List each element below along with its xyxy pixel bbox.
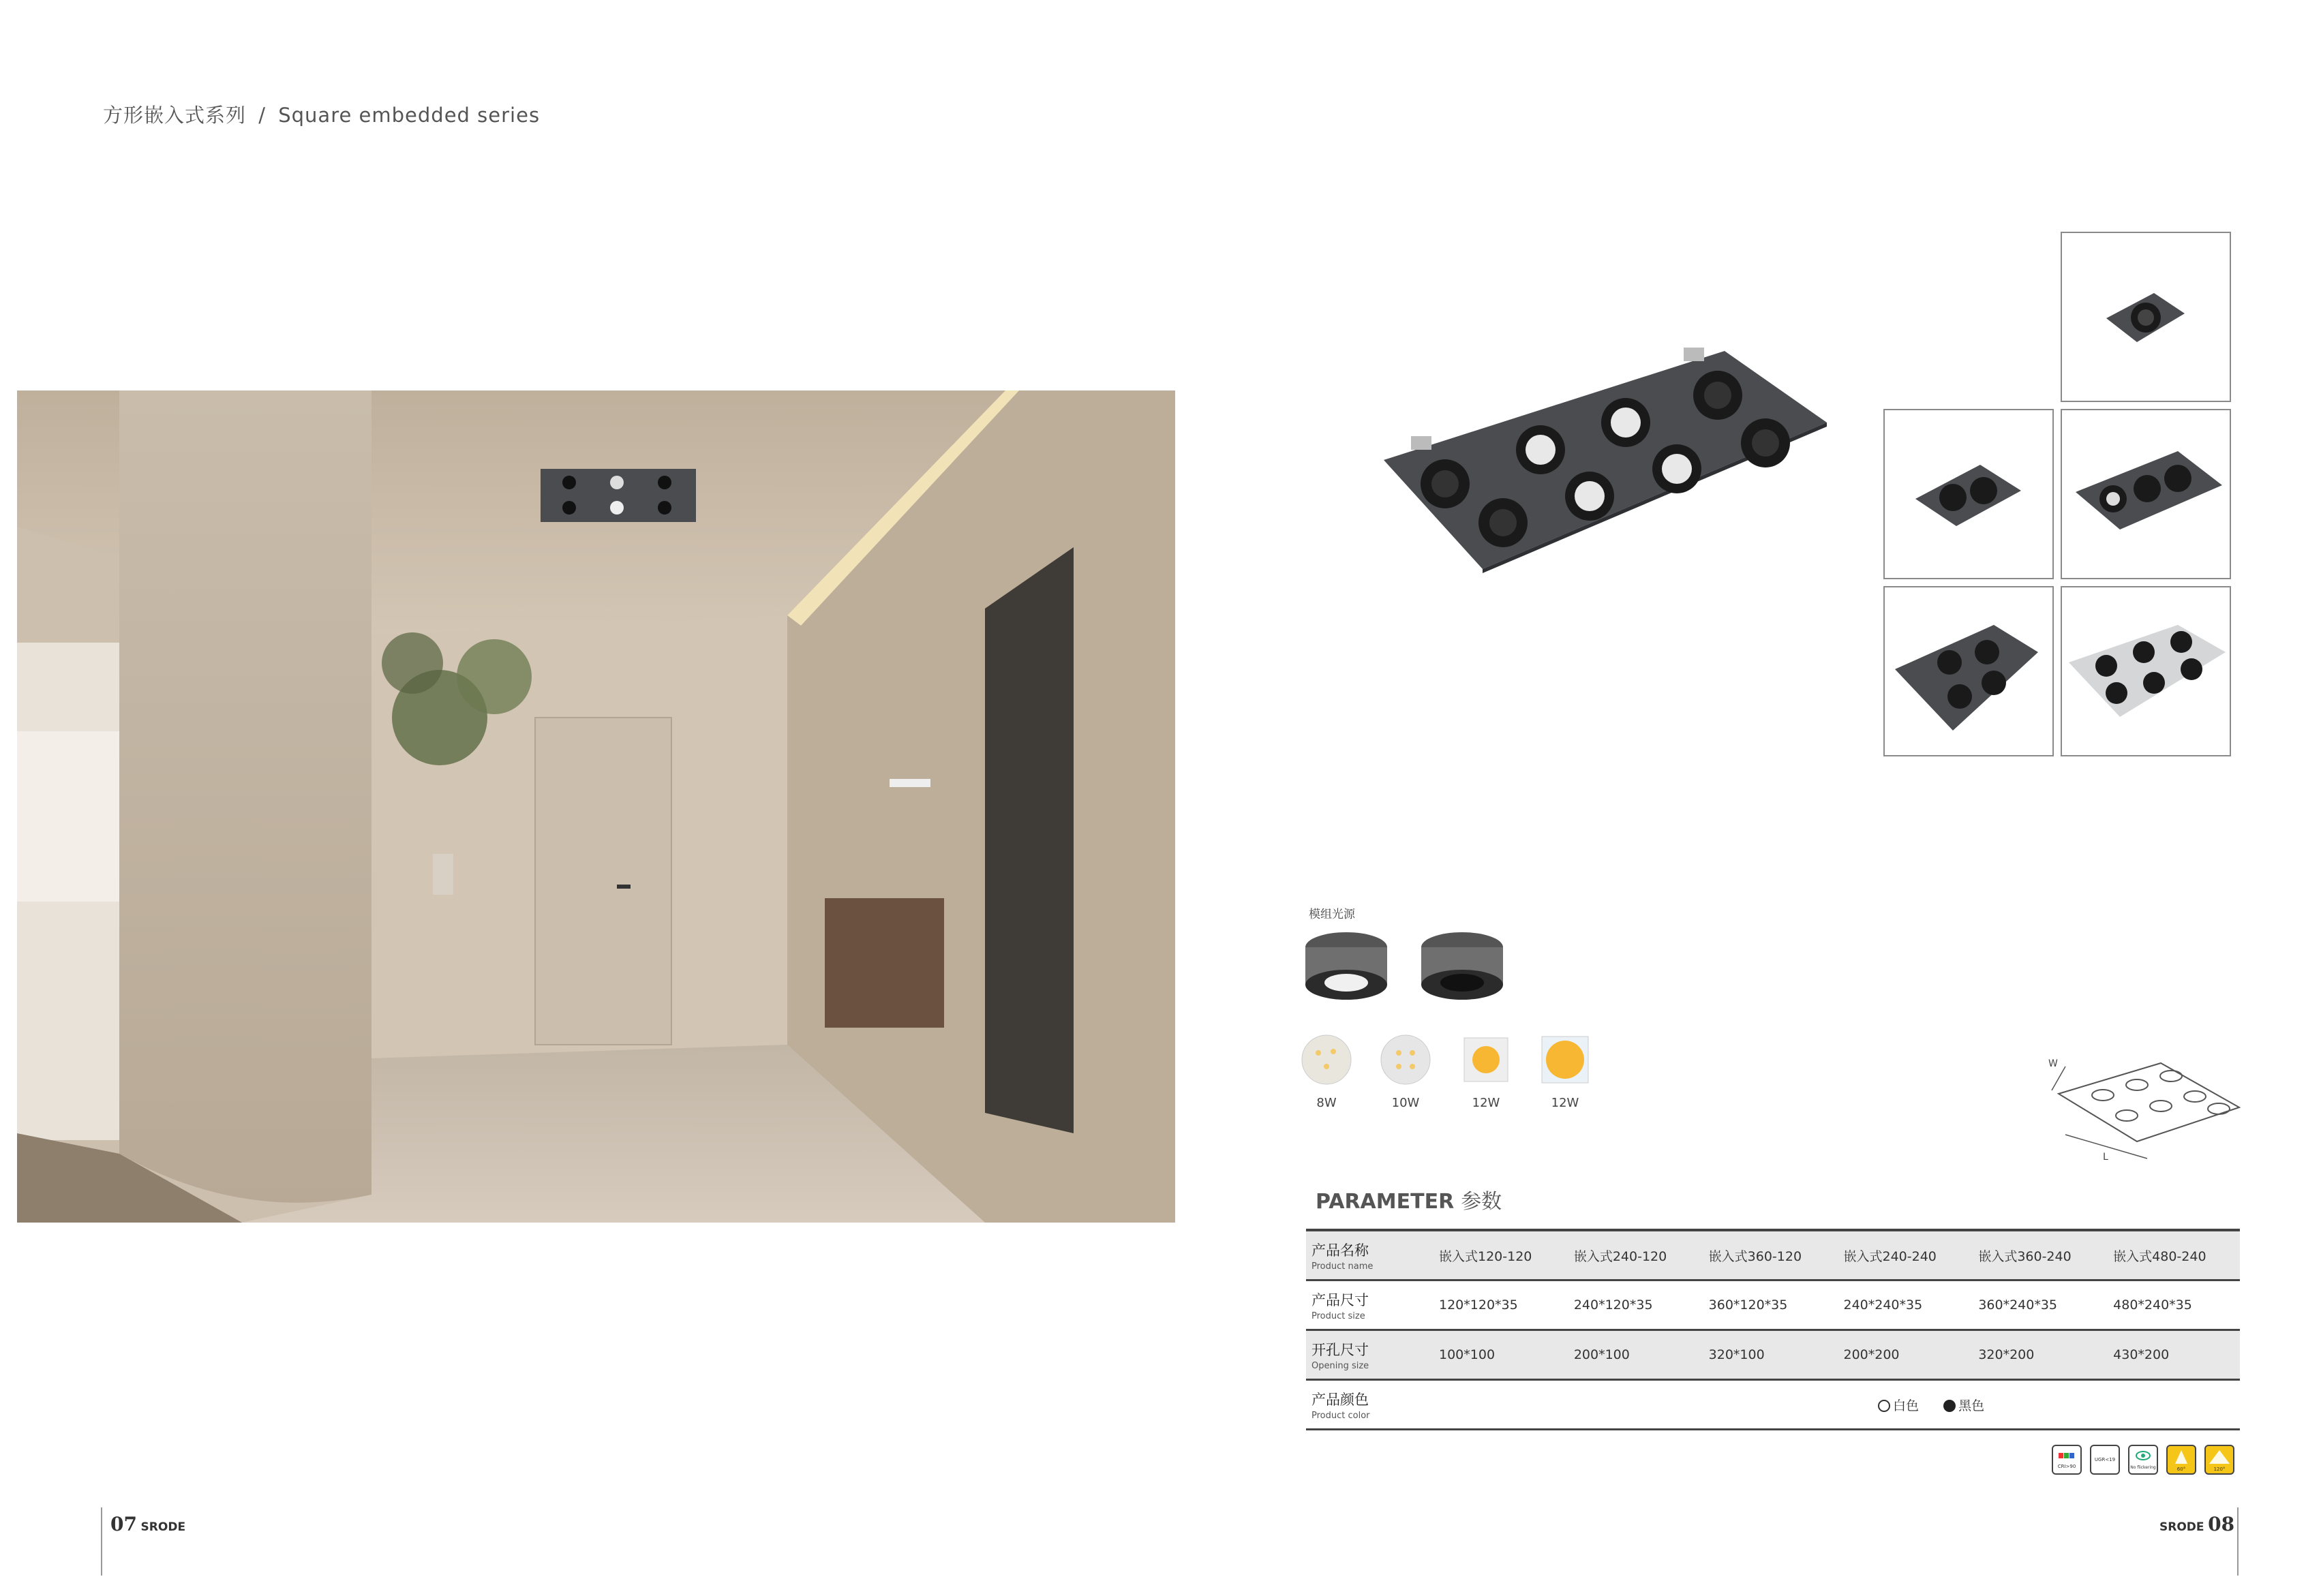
brand-right: SRODE [2159,1520,2204,1534]
ugr-icon [2090,1445,2120,1475]
label-en: Product name [1311,1261,1374,1272]
dim-w-label: W [2048,1058,2058,1069]
table-cell: 320*200 [1978,1347,2035,1362]
badge-text: No flickering [2130,1465,2156,1470]
no-flicker-icon [2128,1445,2158,1475]
module-cup-white [1302,927,1391,1005]
table-row-opening-size [1306,1330,2240,1380]
thumb-render [2062,410,2230,578]
table-row-product-color [1306,1380,2240,1430]
header-title-en: Square embedded series [278,104,541,127]
led-chip-12w-cob-large [1538,1032,1592,1087]
parameter-title-en: PARAMETER [1316,1190,1455,1214]
table-cell: 嵌入式240-240 [1843,1248,1937,1264]
thumb-render [1885,410,2052,578]
table-cell: 240*120*35 [1573,1298,1653,1313]
table-cell: 200*200 [1843,1347,1900,1362]
led-chip-10w [1378,1032,1433,1087]
label-cn: 产品颜色 [1311,1391,1369,1408]
header-title-cn: 方形嵌入式系列 [103,104,247,127]
watt-label: 12W [1472,1096,1500,1110]
brand-left: SRODE [140,1520,186,1534]
row-label [1306,1230,1431,1280]
badge-text: 60° [2176,1467,2186,1472]
dim-l-label: L [2103,1152,2108,1162]
parameter-table [1306,1229,2240,1430]
table-cell: 240*240*35 [1843,1298,1923,1313]
table-cell: 430*200 [2113,1347,2170,1362]
label-cn: 开孔尺寸 [1311,1341,1369,1358]
color-options [1431,1380,2240,1430]
color-option-black [1943,1396,1984,1414]
module-cup-black [1418,927,1506,1005]
color-black-label: 黑色 [1958,1398,1985,1413]
footer-left-rule [101,1507,102,1576]
thumb-render [2062,233,2230,401]
row-label [1306,1330,1431,1380]
page-number-left: 07 [110,1513,137,1535]
table-cell: 320*100 [1708,1347,1765,1362]
badge-text: CRI>90 [2057,1464,2076,1469]
table-cell: 嵌入式480-240 [2113,1248,2206,1264]
parameter-title-cn: 参数 [1461,1190,1502,1214]
label-en: Product color [1311,1410,1370,1421]
footer-right [2159,1513,2234,1535]
table-cell: 480*240*35 [2113,1298,2192,1313]
thumb-360-240-white [2061,586,2231,756]
table-cell: 嵌入式360-240 [1978,1248,2072,1264]
led-chip-12w-cob-small [1459,1032,1513,1087]
table-cell: 200*100 [1573,1347,1630,1362]
label-cn: 产品尺寸 [1311,1291,1369,1308]
badge-text: 120° [2213,1467,2226,1472]
cri-icon [2052,1445,2082,1475]
color-option-white [1878,1396,1919,1414]
watt-label: 10W [1391,1096,1420,1110]
table-cell: 嵌入式240-120 [1573,1248,1667,1264]
table-cell: 360*120*35 [1708,1298,1788,1313]
black-swatch-icon [1943,1400,1956,1412]
row-label [1306,1380,1431,1430]
label-en: Product size [1311,1310,1365,1321]
parameter-title [1316,1184,1502,1214]
white-swatch-icon [1878,1400,1890,1412]
footer-left [110,1513,185,1535]
main-product-render [1370,334,1834,579]
page-header [103,100,540,128]
color-white-label: 白色 [1893,1398,1920,1413]
table-cell: 120*120*35 [1439,1298,1518,1313]
table-cell: 100*100 [1439,1347,1496,1362]
table-row-product-size [1306,1280,2240,1330]
table-cell: 嵌入式360-120 [1708,1248,1802,1264]
beam-angle-icon [2166,1445,2196,1475]
dimension-diagram [2045,1053,2249,1162]
led-chip-8w [1299,1032,1354,1087]
badge-text: UGR<19 [2094,1457,2116,1462]
table-cell: 嵌入式120-120 [1439,1248,1532,1264]
thumb-120-120 [2061,232,2231,402]
header-separator: / [258,104,267,127]
thumb-360-120 [2061,409,2231,579]
label-cn: 产品名称 [1311,1242,1369,1259]
row-label [1306,1280,1431,1330]
table-cell: 360*240*35 [1978,1298,2058,1313]
module-label: 模组光源 [1309,908,1355,921]
thumb-render [2062,587,2230,755]
footer-right-rule [2237,1507,2239,1576]
table-row-product-name [1306,1230,2240,1280]
thumb-render [1885,587,2052,755]
watt-label: 8W [1316,1096,1337,1110]
beam-angle-icon [2204,1445,2234,1475]
thumb-240-240 [1883,586,2054,756]
interior-photo [17,390,1175,1223]
thumb-240-120 [1883,409,2054,579]
page-number-right: 08 [2208,1513,2235,1535]
label-en: Opening size [1311,1360,1369,1371]
watt-label: 12W [1551,1096,1579,1110]
